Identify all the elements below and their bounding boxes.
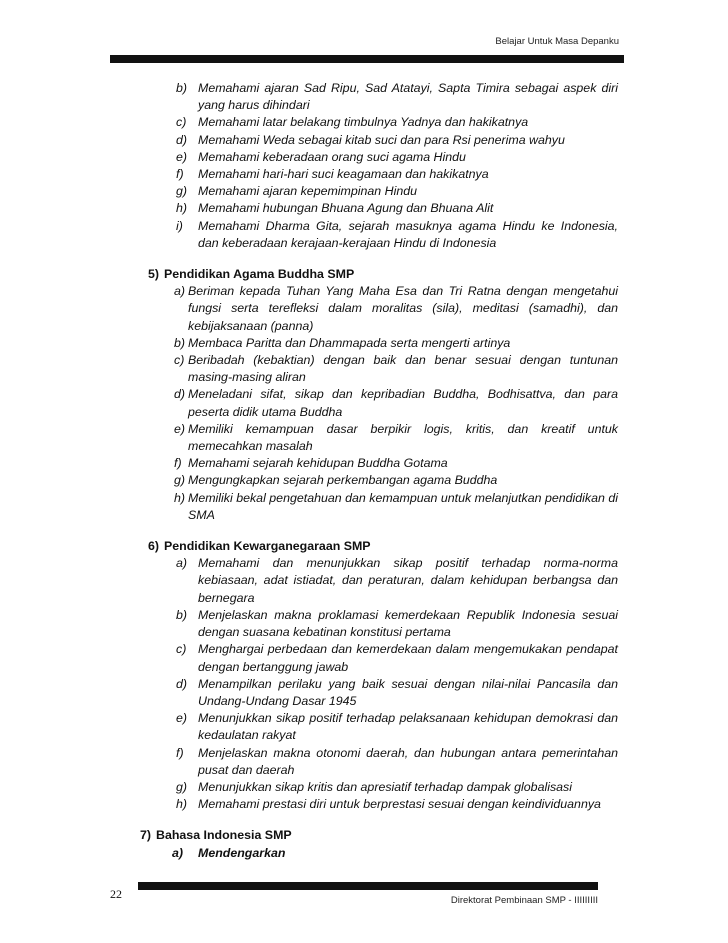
list-item-label: d) [176,676,188,691]
list-item-text: Menampilkan perilaku yang baik sesuai dengan nilai-nilai Pancasila dan Undang-Undang Dasar 1945 [198,676,618,708]
list-item-text: Menjelaskan makna otonomi daerah, dan hubungan antara pemerintahan pusat dan daerah [198,745,618,777]
list-item-label: c) [174,353,185,368]
list-item-text: Beriman kepada Tuhan Yang Maha Esa dan Tri Ratna dengan mengetahui fungsi serta terefleksi dalam moralitas (sila), meditasi (samadhi), dan kebijaksanaan (panna) [188,284,618,333]
section-5-title: 5) Pendidikan Agama Buddha SMP [148,267,355,282]
list-item [148,218,618,252]
list-item [148,200,618,217]
list-item-label: f) [176,745,184,760]
section-7-title: 7) Bahasa Indonesia SMP [140,828,292,843]
list-item-label: g) [176,779,188,794]
list-item [148,745,618,779]
list-item-text: Memahami keberadaan orang suci agama Hindu [198,149,466,164]
list-item-label: b) [176,81,188,95]
list-item-text: Memiliki kemampuan dasar berpikir logis, kritis, dan kreatif untuk memecahkan masalah [188,421,618,454]
list-item [148,386,618,420]
list-item-text: Meneladani sifat, sikap dan kepribadian Buddha, Bodhisattva, dan para peserta didik utama Buddha [188,387,618,419]
list-item [148,555,618,607]
list-item [148,335,618,352]
list-item [148,421,618,455]
list-item [148,183,618,200]
list-item [148,352,618,386]
list-item-label: e) [176,149,188,164]
page-body [140,80,618,862]
footer-text: Direktorat Pembinaan SMP - IIIIIIIII [450,895,598,906]
list-item-label: d) [174,387,186,402]
list-item-text: Memahami ajaran kepemimpinan Hindu [198,184,418,199]
list-item [148,455,618,472]
page-number: 22 [110,887,122,901]
list-item-text: Memahami dan menunjukkan sikap positif terhadap norma-norma kebiasaan, adat istiadat, dan peraturan, dalam kehidupan berbangsa dan bernegara [198,556,618,605]
header-rule [110,55,624,63]
list-item-text: Memahami prestasi diri untuk berprestasi sesuai dengan keindividuannya [198,797,601,812]
list-item-label: f) [174,456,182,471]
list-item-label: e) [174,421,186,436]
list-item-text: Memahami Dharma Gita, sejarah masuknya agama Hindu ke Indonesia, dan keberadaan kerajaan-kerajaan Hindu di Indonesia [198,218,618,250]
list-item-label: f) [176,167,184,182]
list-item [148,166,618,183]
list-item-label: g) [174,473,186,488]
list-item [148,676,618,710]
section-5-list [148,283,618,524]
list-item [148,710,618,744]
section-7-subtitle: a) Mendengarkan [172,845,286,860]
list-item [148,490,618,524]
list-item-label: h) [176,201,188,216]
list-item-label: b) [176,607,188,622]
list-item-label: c) [176,115,187,130]
list-item-label: a) [174,284,186,299]
list-item-text: Menunjukkan sikap positif terhadap pelaksanaan kehidupan demokrasi dan kedaulatan rakyat [198,711,618,743]
list-item-text: Membaca Paritta dan Dhammapada serta mengerti artinya [188,335,511,350]
list-item-text: Beribadah (kebaktian) dengan baik dan benar sesuai dengan tuntunan masing-masing aliran [188,353,618,385]
list-item-text: Mengungkapkan sejarah perkembangan agama Buddha [188,473,498,488]
list-item [148,607,618,641]
list-item [148,132,618,149]
list-item-text: Memiliki bekal pengetahuan dan kemampuan untuk melanjutkan pendidikan di SMA [188,490,618,522]
list-item-text: Menghargai perbedaan dan kemerdekaan dalam mengemukakan pendapat dengan bertanggung jawab [198,642,618,674]
list-item-label: a) [176,556,188,571]
list-item-text: Memahami sejarah kehidupan Buddha Gotama [188,456,448,471]
list-item-text: Memahami Weda sebagai kitab suci dan para Rsi penerima wahyu [198,132,565,147]
running-header: Belajar Untuk Masa Depanku [495,36,619,47]
list-item-text: Menjelaskan makna proklamasi kemerdekaan Republik Indonesia sesuai dengan suasana kebatinan konstitusi pertama [198,607,618,640]
list-item-text: Memahami hari-hari suci keagamaan dan hakikatnya [198,167,489,182]
section-6-title: 6) Pendidikan Kewarganegaraan SMP [148,539,371,554]
list-item-label: c) [176,642,187,657]
list-item [148,779,618,796]
section-6-list [148,555,618,813]
list-item [148,641,618,675]
list-item-label: h) [174,490,186,505]
list-item [148,283,618,335]
list-item-label: b) [174,335,186,350]
list-item-label: d) [176,132,188,147]
list-item-text: Memahami hubungan Bhuana Agung dan Bhuana Alit [198,201,494,216]
list-item [148,80,618,114]
list-item [148,114,618,131]
list-item-label: i) [176,218,183,233]
list-item-label: e) [176,711,188,726]
intro-list [148,80,618,252]
list-item [148,796,618,813]
list-item-label: h) [176,797,188,812]
list-item-text: Menunjukkan sikap kritis dan apresiatif terhadap dampak globalisasi [198,779,572,794]
list-item-label: g) [176,184,188,199]
list-item-text: Memahami ajaran Sad Ripu, Sad Atatayi, Sapta Timira sebagai aspek diri yang harus dihindari [198,81,618,113]
list-item [148,149,618,166]
list-item-text: Memahami latar belakang timbulnya Yadnya dan hakikatnya [198,115,529,130]
footer-rule [138,882,598,890]
list-item [148,472,618,489]
